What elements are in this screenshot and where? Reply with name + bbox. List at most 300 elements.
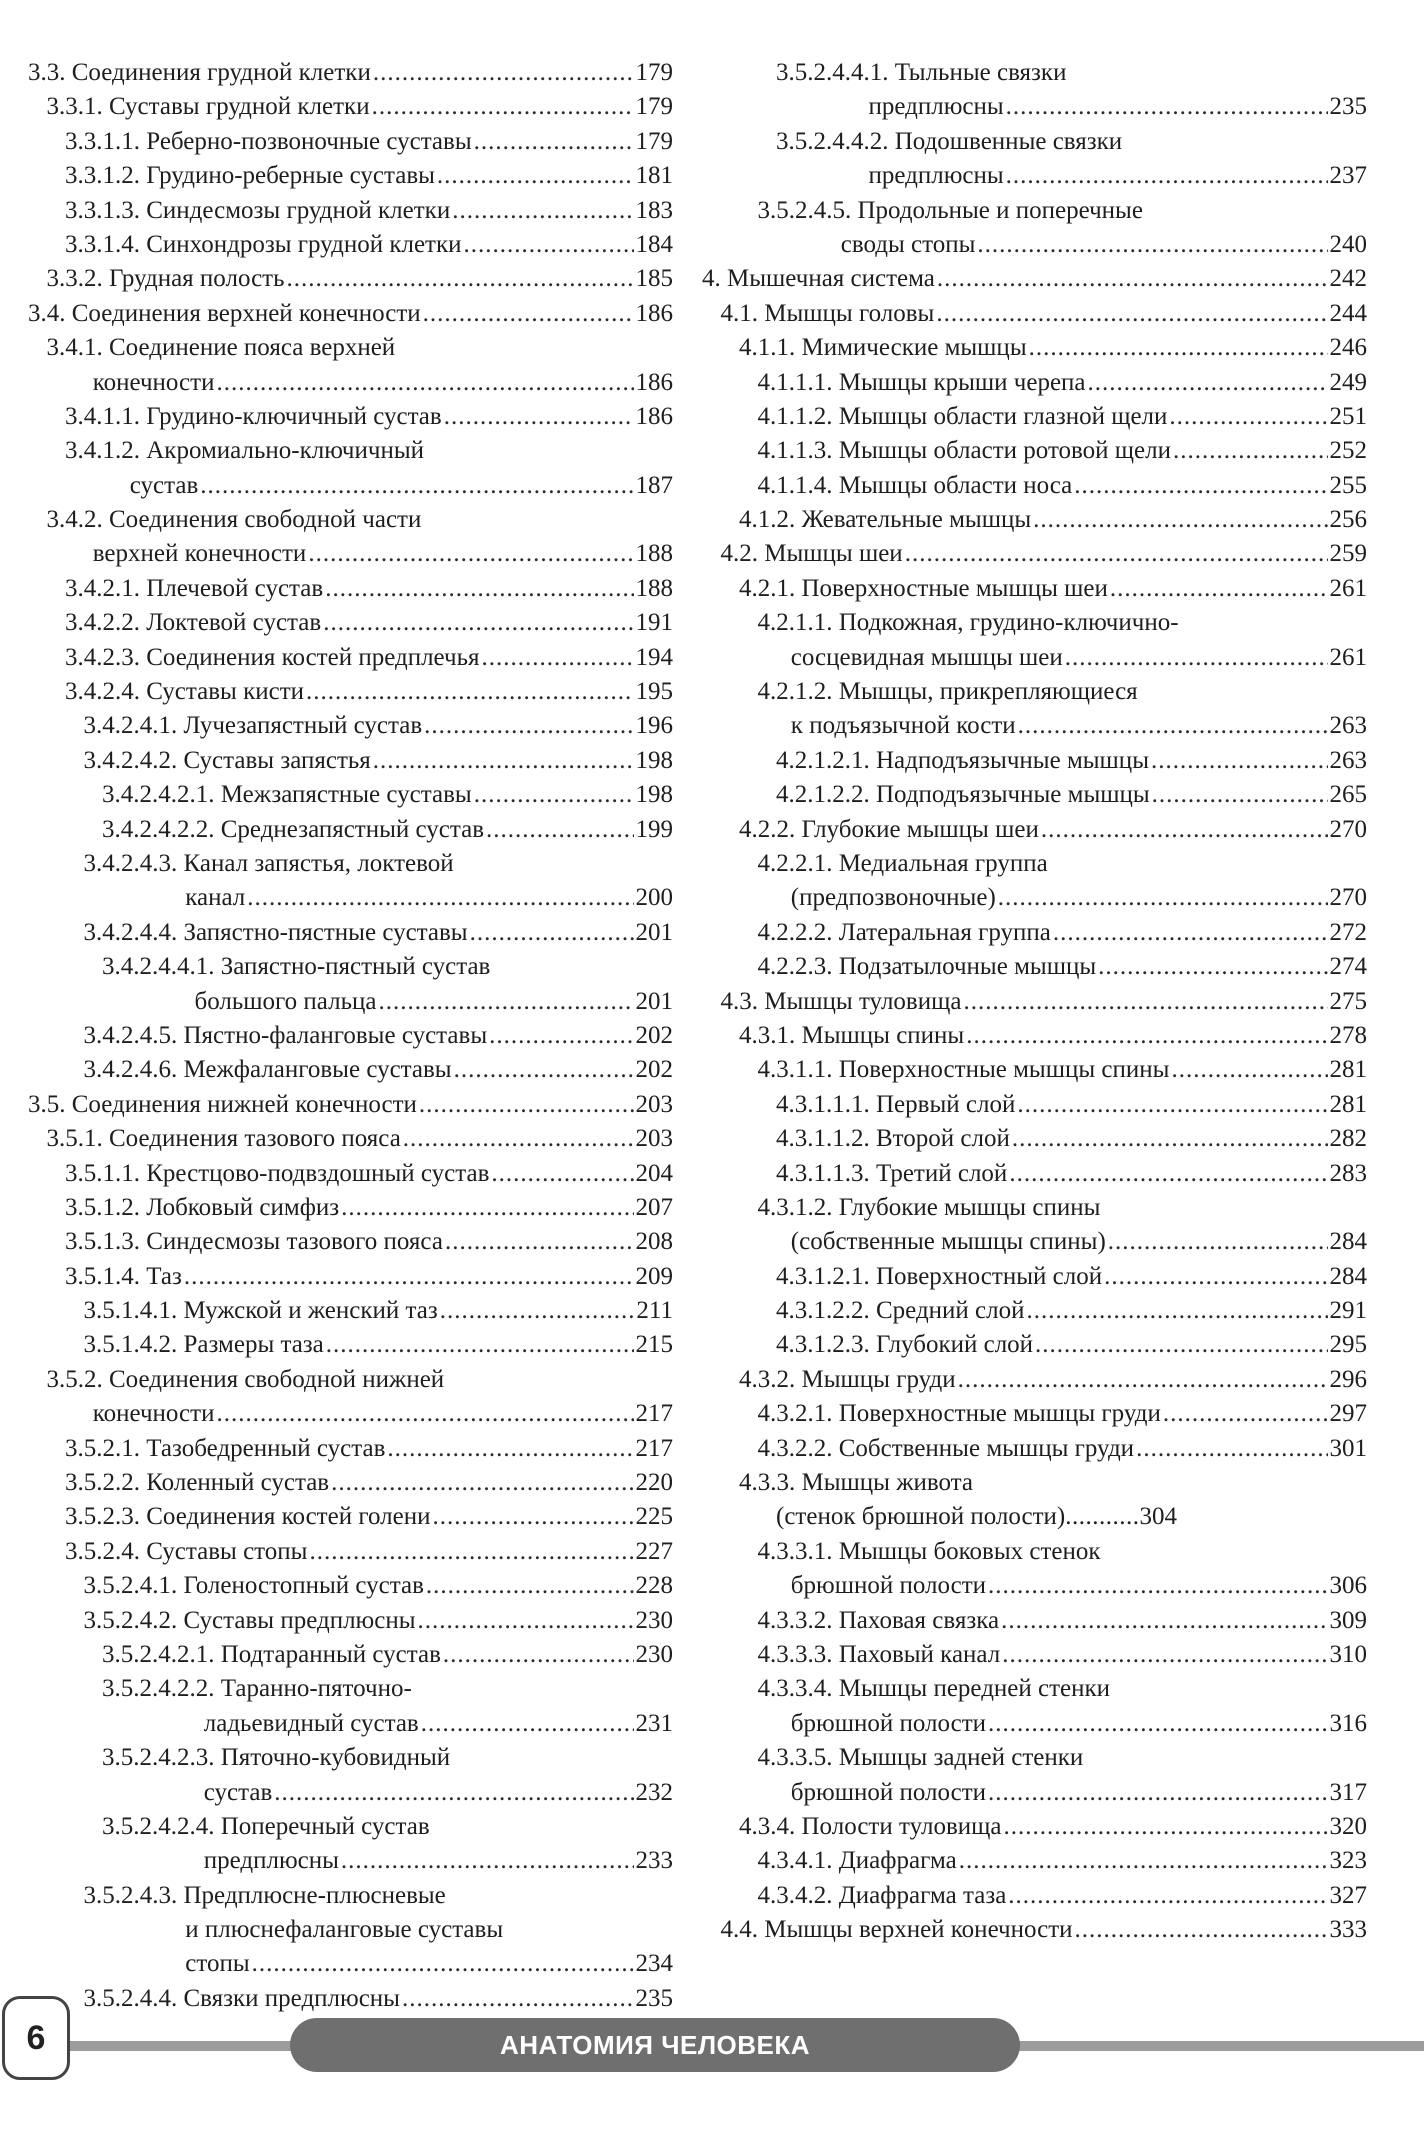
toc-entry-title: 4.2.1.2. Мышцы, прикрепляющиеся [757,678,1138,706]
toc-entry-leader [378,985,633,1019]
toc-entry-leader [958,1363,1328,1397]
toc-entry-leader [1169,400,1327,434]
toc-entry [28,1053,673,1087]
toc-entry-title: 4.1. Мышцы головы [720,299,935,327]
toc-entry-title: брюшной полости [790,1778,986,1806]
toc-entry-title: 4.3.4.2. Диафрагма таза [757,1881,1007,1909]
toc-entry [28,125,673,159]
toc-entry [702,297,1367,331]
toc-entry-leader [200,469,633,503]
toc-entry-page: 179 [635,93,673,121]
toc-entry-leader [1001,1604,1327,1638]
toc-entry-page: 199 [635,815,673,843]
toc-entry-page: 272 [1329,918,1367,946]
toc-entry [28,1500,673,1534]
toc-entry-title: ладьевидный сустав [203,1709,419,1737]
toc-entry-page: 274 [1329,953,1367,981]
toc-entry [702,1088,1367,1122]
toc-entry-page: 240 [1329,230,1367,258]
toc-entry-leader [988,1776,1328,1810]
toc-entry [702,1810,1367,1844]
toc-entry-page: 198 [635,781,673,809]
toc-entry-title: 4.2.2.3. Подзатылочные мышцы [757,953,1097,981]
toc-entry [702,537,1367,571]
toc-entry-leader [1009,1157,1327,1191]
toc-entry [702,1535,1367,1569]
toc-entry-title: 4.3.1.2.2. Средний слой [776,1297,1025,1325]
toc-entry-title: 4.1.2. Жевательные мышцы [739,506,1032,534]
toc-entry-title: 3.4.1.2. Акромиально-ключичный [65,437,424,465]
toc-entry-title: 4.2.1.2.1. Надподъязычные мышцы [776,746,1149,774]
toc-entry-title: (стенок брюшной полости) [776,1503,1066,1531]
toc-entry-title: 4.3.3.1. Мышцы боковых стенок [757,1537,1101,1565]
toc-entry-title: 3.4.2.2. Локтевой сустав [65,609,322,637]
toc-entry [28,194,673,228]
toc-entry [28,1707,673,1741]
toc-entry-page: 201 [635,918,673,946]
toc-entry-leader [474,125,634,159]
toc-entry-title: 3.4. Соединения верхней конечности [28,299,421,327]
toc-entry [702,778,1367,812]
toc-entry-title: 4.3.3.4. Мышцы передней стенки [757,1675,1111,1703]
toc-entry-page: 259 [1329,540,1367,568]
toc-entry [702,194,1367,228]
toc-entry-leader [988,1569,1328,1603]
toc-entry-leader [1152,778,1328,812]
toc-entry-page: 261 [1329,643,1367,671]
toc-right-column [702,56,1367,1947]
toc-entry-leader [216,1397,633,1431]
toc-entry-page: 261 [1329,574,1367,602]
toc-entry-title: 4.2.1.2.2. Подподъязычные мышцы [776,781,1150,809]
toc-entry [702,1019,1367,1053]
toc-entry-leader [426,1569,634,1603]
toc-entry [702,1672,1367,1706]
toc-entry-page: 220 [635,1469,673,1497]
toc-entry-leader [274,1776,633,1810]
toc-entry [28,159,673,193]
toc-entry-page: 201 [635,987,673,1015]
toc-entry [702,1397,1367,1431]
toc-entry-page: 187 [635,471,673,499]
toc-entry-leader [1035,1328,1327,1362]
toc-entry-title: предплюсны [868,162,1004,190]
toc-entry [702,1432,1367,1466]
toc-entry-page: 186 [635,402,673,430]
toc-entry [28,847,673,881]
toc-entry-title: 4.3.1.1. Поверхностные мышцы спины [757,1056,1170,1084]
toc-entry [28,572,673,606]
toc-entry-page: 249 [1329,368,1367,396]
toc-entry [28,916,673,950]
toc-entry [702,1776,1367,1810]
toc-entry-title: 4.3. Мышцы туловища [720,987,962,1015]
toc-entry-title: 4.3.2. Мышцы груди [739,1365,956,1393]
toc-entry-leader [464,228,634,262]
toc-entry-page: 306 [1329,1572,1367,1600]
toc-entry-title: предплюсны [868,93,1004,121]
toc-entry [702,503,1367,537]
toc-entry [702,641,1367,675]
toc-entry-page: 284 [1329,1228,1367,1256]
toc-entry-page: 179 [635,127,673,155]
toc-entry-title: 3.5.2.4.2.1. Подтаранный сустав [102,1640,441,1668]
toc-entry-leader [421,1707,634,1741]
toc-entry-title: 4.3.4. Полости туловища [739,1812,1002,1840]
toc-entry [28,56,673,90]
toc-entry-title: 3.4.2.4. Суставы кисти [65,678,305,706]
toc-entry-leader [440,1294,635,1328]
toc-entry-page: 263 [1329,712,1367,740]
toc-entry-page: 198 [635,746,673,774]
toc-entry-leader [309,1535,633,1569]
toc-entry-leader [403,1122,634,1156]
toc-entry [702,1879,1367,1913]
toc-entry [28,1672,673,1706]
toc-entry [28,1225,673,1259]
toc-entry-title: стопы [185,1950,250,1978]
toc-entry-title: 3.5.2.4. Суставы стопы [65,1537,308,1565]
toc-entry [702,1707,1367,1741]
toc-entry-leader [998,881,1328,915]
toc-entry-title: 4.3.1.2.3. Глубокий слой [776,1331,1034,1359]
toc-entry [702,1741,1367,1775]
toc-entry-leader [988,1707,1328,1741]
toc-entry-leader [454,1053,634,1087]
toc-entry-title: 3.5.2.4.3. Предплюсне-плюсневые [83,1881,446,1909]
toc-entry [28,881,673,915]
toc-entry-leader [1088,366,1328,400]
toc-entry-page: 207 [635,1193,673,1221]
toc-entry-leader [423,297,634,331]
toc-entry-title: 4.2. Мышцы шеи [720,540,903,568]
toc-entry [702,606,1367,640]
toc-entry-leader [418,1604,634,1638]
toc-entry-leader [486,813,633,847]
toc-entry-leader [1033,503,1327,537]
toc-entry-title: 3.5.2.4.4. Связки предплюсны [83,1984,400,2012]
toc-entry [702,950,1367,984]
toc-entry-title: 3.4.2.4.4.1. Запястно-пястный сустав [102,953,491,981]
toc-entry [28,1260,673,1294]
toc-entry [28,1328,673,1362]
toc-entry-title: к подъязычной кости [790,712,1016,740]
toc-entry-leader [341,1844,634,1878]
toc-entry-leader [1151,744,1328,778]
toc-entry-page: 228 [635,1572,673,1600]
toc-entry [28,228,673,262]
toc-entry-leader [373,744,634,778]
toc-entry-leader [937,262,1328,296]
toc-entry [702,228,1367,262]
toc-entry-leader [323,606,633,640]
toc-entry [28,778,673,812]
toc-entry-page: 231 [635,1709,673,1737]
toc-entry-page: 196 [635,712,673,740]
toc-entry [28,90,673,124]
toc-entry-page: 323 [1329,1847,1367,1875]
toc-entry-title: большого пальца [194,987,377,1015]
toc-entry-title: 4.1.1.2. Мышцы области глазной щели [757,402,1168,430]
toc-entry-title: 4. Мышечная система [702,265,935,293]
toc-entry-page: 296 [1329,1365,1367,1393]
toc-entry [28,297,673,331]
toc-entry [702,1328,1367,1362]
toc-entry-page: 256 [1329,506,1367,534]
toc-entry-leader [1110,572,1328,606]
toc-entry-title: 3.3. Соединения грудной клетки [28,59,371,86]
toc-entry-title: 3.5.2.4.4.2. Подошвенные связки [776,127,1123,155]
toc-entry-page: 185 [635,265,673,293]
toc-entry-title: 3.5.2.4.2. Суставы предплюсны [83,1606,416,1634]
toc-entry-leader [1003,1810,1327,1844]
toc-entry-page: 282 [1329,1125,1367,1153]
toc-entry [702,1466,1367,1500]
toc-entry [28,606,673,640]
toc-entry [28,503,673,537]
toc-entry-leader [1012,1122,1328,1156]
toc-entry-leader [372,90,634,124]
toc-entry-page: 244 [1329,299,1367,327]
toc-entry-leader [482,641,634,675]
toc-entry-leader [966,1019,1327,1053]
toc-entry-title: 4.3.3.5. Мышцы задней стенки [757,1744,1084,1772]
toc-entry-leader [1075,1913,1328,1947]
toc-entry-page: 203 [635,1125,673,1153]
toc-entry [702,1604,1367,1638]
toc-entry [28,813,673,847]
toc-entry-title: (предпозвоночные) [790,884,996,912]
toc-entry-title: 3.5.1.4.1. Мужской и женский таз [83,1297,438,1325]
toc-entry-page: 281 [1329,1056,1367,1084]
toc-entry-title: 4.3.2.2. Собственные мышцы груди [757,1434,1135,1462]
toc-entry-title: сосцевидная мышцы шеи [790,643,1063,671]
toc-entry-page: 278 [1329,1021,1367,1049]
toc-entry-page: 327 [1329,1881,1367,1909]
toc-entry [28,434,673,468]
toc-entry [28,400,673,434]
toc-entry-title: 4.2.2.1. Медиальная группа [757,849,1048,877]
toc-entry-leader [419,1088,634,1122]
toc-entry [28,1879,673,1913]
toc-entry-page: 291 [1329,1297,1367,1325]
toc-entry-leader [308,537,633,571]
toc-entry-title: предплюсны [203,1847,339,1875]
toc-entry-page: 183 [635,196,673,224]
toc-entry-leader [443,1638,634,1672]
toc-entry [28,950,673,984]
toc-entry-page: 252 [1329,437,1367,465]
toc-entry-leader [1065,641,1328,675]
toc-entry-leader [1006,159,1328,193]
toc-entry-leader [1053,916,1328,950]
toc-entry-leader [424,709,633,743]
toc-entry-leader [1017,1088,1327,1122]
toc-entry [28,537,673,571]
toc-entry-leader [287,262,634,296]
toc-entry-leader [432,1500,633,1534]
toc-entry [28,1088,673,1122]
toc-entry [702,1294,1367,1328]
toc-entry-page: 184 [635,230,673,258]
toc-entry-title: 4.3.1.1.2. Второй слой [776,1125,1010,1153]
toc-entry [28,1157,673,1191]
toc-entry-leader [489,1019,633,1053]
toc-entry [28,366,673,400]
toc-entry [28,1432,673,1466]
toc-entry [28,1776,673,1810]
toc-entry-leader [1027,1294,1328,1328]
toc-entry [28,675,673,709]
toc-entry [702,1913,1367,1947]
toc-entry-page: 203 [635,1090,673,1118]
toc-entry-title: 3.4.2.4.2. Суставы запястья [83,746,371,774]
toc-entry [28,1122,673,1156]
toc-entry-title: (собственные мышцы спины) [790,1228,1106,1256]
toc-entry-leader [444,400,634,434]
toc-entry-title: верхней конечности [92,540,307,568]
toc-entry-title: 3.5.2.4.4.1. Тыльные связки [776,59,1067,86]
toc-entry-title: 4.1.1.4. Мышцы области носа [757,471,1073,499]
toc-entry-title: 3.4.2.1. Плечевой сустав [65,574,324,602]
toc-entry-page: 227 [635,1537,673,1565]
toc-entry-page: 208 [635,1228,673,1256]
toc-entry-page: 202 [635,1021,673,1049]
toc-entry [702,1569,1367,1603]
toc-entry-title: и плюснефаланговые суставы [185,1916,504,1944]
toc-entry-leader [1002,1638,1327,1672]
toc-entry-title: 3.5.2.4.2.3. Пяточно-кубовидный [102,1744,451,1772]
toc-entry-page: 270 [1329,815,1367,843]
toc-entry-page: 232 [635,1778,673,1806]
toc-entry-title: 4.3.1.1.1. Первый слой [776,1090,1016,1118]
toc-entry [28,1019,673,1053]
toc-entry-title: 4.3.3. Мышцы живота [739,1469,973,1497]
toc-entry-title: 4.2.2. Глубокие мышцы шеи [739,815,1039,843]
toc-entry-page: 195 [635,678,673,706]
toc-entry-title: своды стопы [840,230,976,258]
toc-entry-title: брюшной полости [790,1709,986,1737]
toc-entry-leader [1136,1432,1327,1466]
toc-entry [702,1844,1367,1878]
toc-entry-leader [963,985,1327,1019]
toc-entry [28,331,673,365]
toc-entry-leader [1108,1225,1328,1259]
toc-entry-page: 186 [635,299,673,327]
toc-entry-page: 230 [635,1606,673,1634]
toc-entry-title: 3.4.2.4.2.1. Межзапястные суставы [102,781,472,809]
toc-entry-page: 242 [1329,265,1367,293]
toc-entry-leader [977,228,1327,262]
toc-entry [28,1604,673,1638]
toc-entry [702,434,1367,468]
toc-entry-leader [247,881,633,915]
toc-entry-page: 309 [1329,1606,1367,1634]
toc-entry [702,331,1367,365]
toc-entry [702,1260,1367,1294]
toc-entry-leader [452,194,633,228]
toc-entry [28,1913,673,1947]
toc-entry-title: 4.3.1. Мышцы спины [739,1021,965,1049]
toc-entry-page: 234 [635,1950,673,1978]
toc-entry-page: 237 [1329,162,1367,190]
toc-entry-title: 3.4.2.4.1. Лучезапястный сустав [83,712,423,740]
toc-entry-title: 3.4.2.4.2.2. Среднезапястный сустав [102,815,485,843]
toc-entry-page: 316 [1329,1709,1367,1737]
toc-entry-page: 211 [636,1297,673,1325]
toc-entry-title: 4.4. Мышцы верхней конечности [720,1916,1073,1944]
toc-entry-page: 246 [1329,334,1367,362]
toc-entry-leader [445,1225,634,1259]
toc-entry-leader [184,1260,634,1294]
toc-entry-title: 3.5.2.2. Коленный сустав [65,1469,330,1497]
toc-entry-page: 179 [635,59,673,86]
toc-entry-title: 4.3.1.1.3. Третий слой [776,1159,1008,1187]
toc-entry-title: 3.5.2.3. Соединения костей голени [65,1503,431,1531]
toc-entry-leader [1041,813,1328,847]
toc-entry [702,56,1367,90]
toc-entry [28,1844,673,1878]
toc-entry-page: 251 [1329,402,1367,430]
toc-entry-leader [1006,90,1328,124]
toc-entry-leader [326,1328,634,1362]
toc-entry [702,90,1367,124]
toc-entry-page: 270 [1329,884,1367,912]
toc-entry-title: 3.4.2.4.4. Запястно-пястные суставы [83,918,468,946]
toc-entry-leader [325,572,633,606]
toc-entry-leader [341,1191,633,1225]
toc-entry-title: 3.4.2.4.3. Канал запястья, локтевой [83,849,454,877]
toc-entry-leader [474,778,634,812]
toc-entry [28,985,673,1019]
toc-entry-page: 186 [635,368,673,396]
toc-entry [702,1500,1367,1534]
toc-entry [28,469,673,503]
toc-entry-title: 3.3.1.1. Реберно-позвоночные суставы [65,127,472,155]
toc-entry-title: брюшной полости [790,1572,986,1600]
toc-entry [28,1810,673,1844]
toc-entry-title: 3.5.2.4.2.2. Таранно-пяточно- [102,1675,412,1703]
toc-entry [702,159,1367,193]
toc-left-column [28,56,673,2016]
toc-entry-page: 202 [635,1056,673,1084]
toc-entry [28,744,673,778]
toc-entry [702,1363,1367,1397]
toc-entry-title: 3.4.2.3. Соединения костей предплечья [65,643,480,671]
toc-entry-title: сустав [129,471,199,499]
toc-entry-leader [387,1432,633,1466]
toc-entry-leader [491,1157,633,1191]
toc-entry-title: 3.5.1. Соединения тазового пояса [46,1125,401,1153]
toc-entry [702,1053,1367,1087]
toc-entry-title: 4.3.2.1. Поверхностные мышцы груди [757,1400,1161,1428]
toc-entry-title: 4.2.1. Поверхностные мышцы шеи [739,574,1108,602]
toc-entry-leader [470,916,634,950]
toc-entry-page: 209 [635,1262,673,1290]
toc-entry-page: 284 [1329,1262,1367,1290]
toc-entry [28,1191,673,1225]
toc-entry-title: 3.5.2.4.5. Продольные и поперечные [757,196,1143,224]
toc-entry-leader [1029,331,1328,365]
toc-entry-page: 235 [635,1984,673,2012]
toc-entry-page: 295 [1329,1331,1367,1359]
toc-entry-page: 275 [1329,987,1367,1015]
toc-entry [702,262,1367,296]
toc-entry-leader [936,297,1327,331]
toc-entry-leader [331,1466,633,1500]
toc-entry [28,641,673,675]
toc-entry-leader [252,1947,634,1981]
